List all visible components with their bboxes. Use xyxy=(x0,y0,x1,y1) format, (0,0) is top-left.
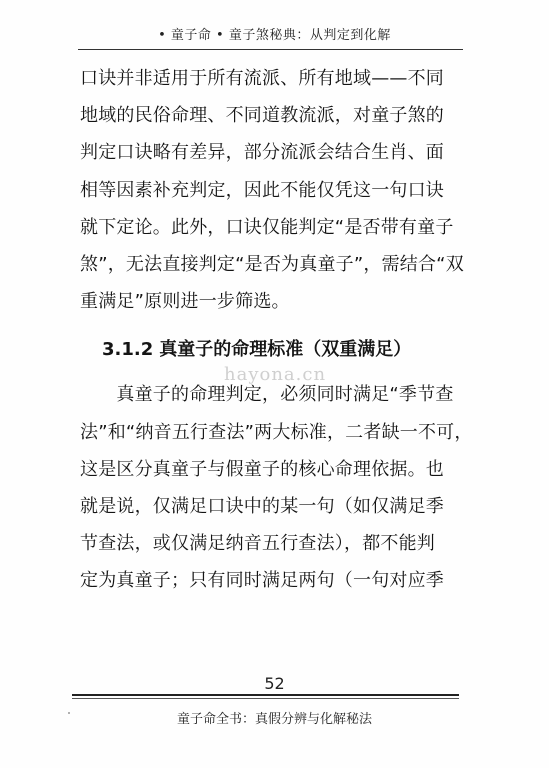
footer-rule-thin xyxy=(72,698,459,699)
text-line: 法”和“纳音五行查法”两大标准，二者缺一不可， xyxy=(80,421,473,443)
text-line: 这是区分真童子与假童子的核心命理依据。也 xyxy=(80,458,444,480)
text-line: 节查法，或仅满足纳音五行查法），都不能判 xyxy=(80,533,435,555)
running-header: • 童子命 • 童子煞秘典：从判定到化解 xyxy=(158,28,391,43)
text-line: 煞”，无法直接判定“是否为真童子”，需结合“双 xyxy=(80,254,464,276)
section-heading xyxy=(102,336,472,364)
text-line: 就是说，仅满足口诀中的某一句（如仅满足季 xyxy=(80,496,444,518)
footer-rule-thick xyxy=(72,694,459,696)
text-line: 地域的民俗命理、不同道教流派，对童子煞的 xyxy=(80,105,444,127)
scan-speck xyxy=(68,712,70,714)
text-line: 口诀并非适用于所有流派、所有地域——不同 xyxy=(80,68,444,89)
section-title: 真童子的命理标准（双重满足） xyxy=(159,339,412,361)
text-line: 重满足”原则进一步筛选。 xyxy=(80,291,290,313)
text-line: 真童子的命理判定，必须同时满足“季节查 xyxy=(80,384,454,406)
watermark: hayona.cn xyxy=(224,364,327,385)
text-line: 就下定论。此外，口诀仅能判定“是否带有童子 xyxy=(80,216,454,238)
text-line: 判定口诀略有差异，部分流派会结合生肖、面 xyxy=(80,142,444,164)
text-line: 相等因素补充判定，因此不能仅凭这一句口诀 xyxy=(80,179,444,201)
section-number: 3.1.2 xyxy=(102,339,154,361)
text-line: 定为真童子；只有同时满足两句（一句对应季 xyxy=(80,570,444,592)
body-text xyxy=(80,60,472,600)
page-number: 52 xyxy=(264,674,285,693)
footer-book-title: 童子命全书：真假分辨与化解秘法 xyxy=(176,712,372,727)
header-rule xyxy=(78,49,463,50)
paragraph-1 xyxy=(80,60,472,320)
paragraph-2 xyxy=(80,376,472,599)
